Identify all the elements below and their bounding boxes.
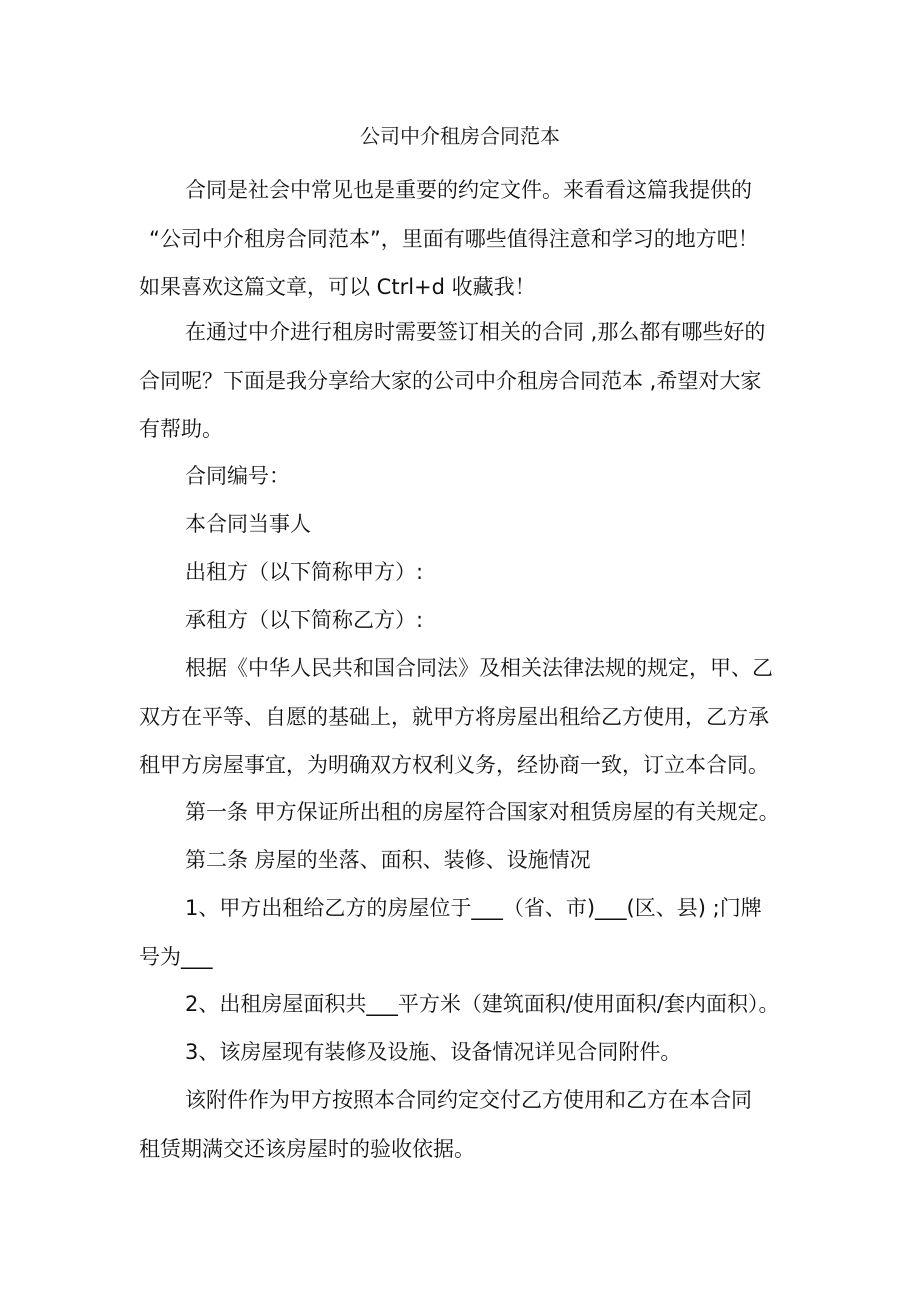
paragraph-lessee [139,596,793,645]
text-line: 合同呢？下面是我分享给大家的公司中介租房合同范本 ,希望对大家 [139,368,762,393]
paragraph-intro [139,166,793,312]
paragraph-preface [139,308,793,454]
text-line: 第二条 房屋的坐落、面积、装修、设施情况 [185,848,591,872]
text-line: 根据《中华人民共和国合同法》及相关法律法规的规定，甲、乙 [185,656,773,680]
text-line: 承租方（以下简称乙方）: [185,608,424,632]
paragraph-item-3 [139,1028,793,1077]
paragraph-parties [139,500,793,549]
text-line: 号为___ [139,944,213,969]
text-line: 该附件作为甲方按照本合同约定交付乙方使用和乙方在本合同 [185,1088,752,1112]
text-line: 第一条 甲方保证所出租的房屋符合国家对租赁房屋的有关规定。 [185,800,780,824]
text-line: 有帮助。 [139,417,223,441]
text-line: “公司中介租房合同范本”，里面有哪些值得注意和学习的地方吧！ [149,226,759,251]
paragraph-annex-note [139,1076,793,1173]
text-line: 3、该房屋现有装修及设施、设备情况详见合同附件。 [185,1040,682,1064]
paragraph-article-1 [139,788,793,837]
text-line: 本合同当事人 [185,512,311,536]
paragraph-article-2 [139,836,793,885]
text-line: 双方在平等、自愿的基础上，就甲方将房屋出租给乙方使用，乙方承 [139,704,769,729]
text-line: 1、甲方出租给乙方的房屋位于___（省、市)___(区、县) ;门牌 [185,896,762,920]
paragraph-lessor [139,548,793,597]
document-title: 公司中介租房合同范本 [360,124,560,148]
paragraph-legal-basis [139,644,793,790]
text-line: 2、出租房屋面积共___平方米（建筑面积/使用面积/套内面积）。 [185,992,780,1016]
text-line: 租赁期满交还该房屋时的验收依据。 [139,1136,475,1161]
text-line: 合同是社会中常见也是重要的约定文件。来看看这篇我提供的 [185,178,752,202]
text-line: 租甲方房屋事宜，为明确双方权利义务，经协商一致，订立本合同。 [139,753,769,777]
paragraph-item-1 [139,884,793,981]
text-line: 在通过中介进行租房时需要签订相关的合同 ,那么都有哪些好的 [185,320,766,344]
text-line: 合同编号： [185,464,290,488]
text-line: 如果喜欢这篇文章，可以 Ctrl+d 收藏我！ [139,275,536,299]
paragraph-contract-number [139,452,793,501]
text-line: 出租方（以下简称甲方）: [185,560,424,584]
paragraph-item-2 [139,980,793,1029]
